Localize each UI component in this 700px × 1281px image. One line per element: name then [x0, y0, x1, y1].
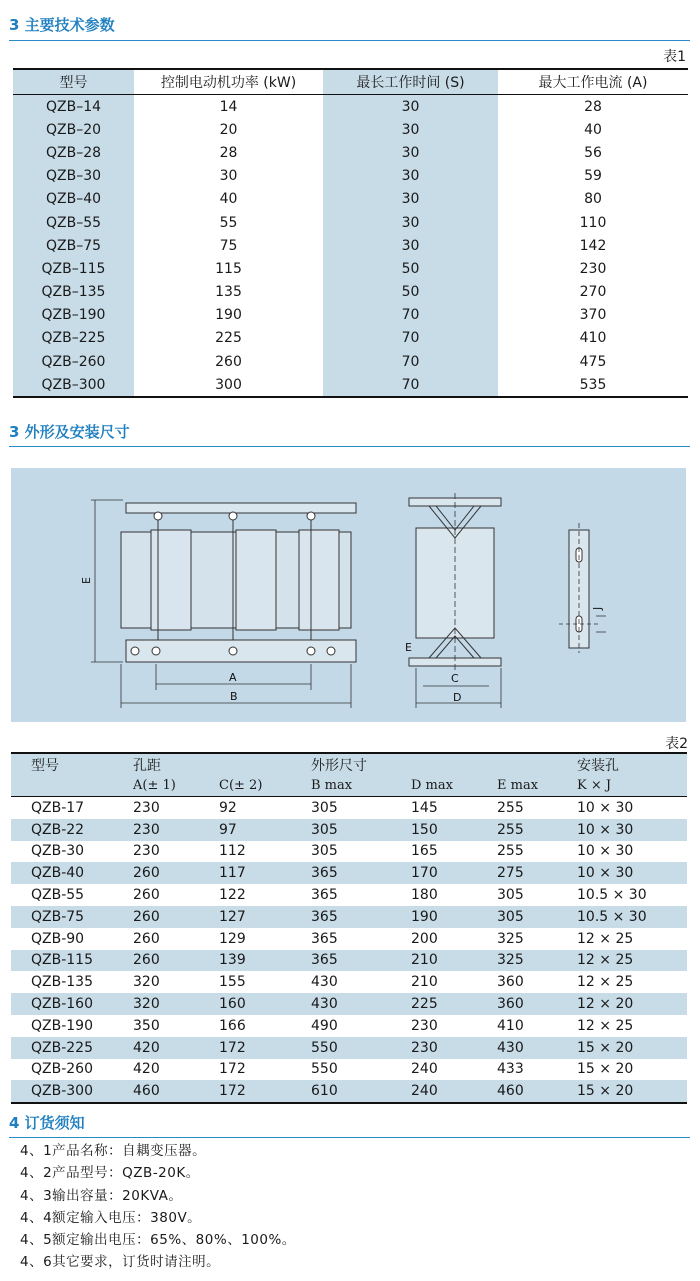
table-row: [13, 327, 688, 350]
table-cell: QZB–300: [13, 373, 134, 397]
table-cell: 430: [311, 974, 338, 991]
table-cell: 12 × 20: [575, 993, 687, 1015]
table-row: [13, 95, 688, 119]
table-cell: 210: [411, 974, 438, 991]
table-cell: 70: [323, 350, 498, 373]
table-cell: 155: [219, 974, 246, 991]
table-row: [13, 304, 688, 327]
section-divider: [9, 40, 690, 41]
table-cell: 225: [409, 993, 495, 1015]
table-cell: 180: [411, 887, 438, 904]
table-cell: 550: [311, 1061, 338, 1078]
column-header: [11, 775, 131, 797]
table-row: [13, 281, 688, 304]
table-cell: QZB–28: [13, 141, 134, 164]
table-cell: 15 × 20: [575, 1080, 687, 1103]
section-title-ordering: 4 订货须知: [9, 1114, 85, 1132]
table-cell: 139: [217, 950, 309, 972]
table-cell: 12 × 25: [577, 974, 634, 991]
table-row: [13, 373, 688, 397]
table-cell: QZB-90: [31, 930, 85, 947]
table-cell: 490: [311, 1017, 338, 1034]
table-cell: QZB-260: [31, 1061, 93, 1078]
table-cell: 50: [323, 257, 498, 280]
table-cell: QZB–225: [13, 327, 134, 350]
table-cell: 28: [584, 98, 602, 115]
table-cell: 365: [309, 862, 409, 884]
table-cell: 365: [311, 887, 338, 904]
table-row: [13, 350, 688, 373]
table-cell: 270: [579, 284, 607, 301]
table-row: [13, 141, 688, 164]
table-cell: 172: [217, 1080, 309, 1103]
table-row: [11, 1015, 687, 1037]
column-header: E max: [495, 775, 575, 797]
column-header: 最长工作时间 (S): [323, 69, 498, 95]
table-cell: 365: [309, 906, 409, 928]
table-cell: 160: [217, 993, 309, 1015]
table-cell: 115: [215, 260, 242, 277]
table-cell: 240: [409, 1080, 495, 1103]
column-header: D max: [409, 775, 495, 797]
section-divider: [9, 1137, 690, 1138]
table-cell: 40: [219, 191, 238, 208]
table-cell: 260: [131, 906, 217, 928]
table-cell: 142: [579, 237, 607, 254]
table-cell: 610: [309, 1080, 409, 1103]
table-cell: QZB–55: [13, 211, 134, 234]
table-cell: 30: [323, 118, 498, 141]
table-row: [11, 862, 687, 884]
table-cell: QZB-160: [11, 993, 131, 1015]
table-cell: QZB-75: [11, 906, 131, 928]
table-cell: 30: [323, 188, 498, 211]
table-cell: 365: [309, 950, 409, 972]
table-cell: 430: [309, 993, 409, 1015]
column-header: 控制电动机功率 (kW): [134, 69, 323, 95]
table-cell: 255: [497, 799, 524, 816]
table-cell: 230: [131, 819, 217, 841]
table-cell: 360: [497, 974, 524, 991]
table-cell: 260: [131, 862, 217, 884]
table-cell: QZB–30: [13, 165, 134, 188]
table-cell: QZB-17: [31, 799, 85, 816]
table-cell: QZB-135: [31, 974, 93, 991]
table-cell: 550: [309, 1037, 409, 1059]
dim-label-j: J: [591, 606, 604, 610]
table-cell: 12 × 25: [575, 950, 687, 972]
table-cell: QZB-30: [31, 843, 85, 860]
table-cell: 30: [323, 95, 498, 119]
table-cell: 320: [133, 974, 160, 991]
table-row: [11, 950, 687, 972]
table-cell: 172: [217, 1037, 309, 1059]
table-cell: 320: [131, 993, 217, 1015]
table-cell: 40: [584, 121, 602, 138]
table-cell: 200: [411, 930, 438, 947]
table-cell: 56: [584, 144, 602, 161]
column-group-header: [217, 753, 309, 775]
table-cell: QZB-55: [31, 887, 85, 904]
table-cell: 70: [323, 373, 498, 397]
table-cell: 70: [323, 327, 498, 350]
table-cell: 410: [497, 1017, 524, 1034]
table-cell: 112: [219, 843, 246, 860]
column-group-header: 外形尺寸: [309, 753, 409, 775]
table-cell: 260: [131, 950, 217, 972]
table-row: [11, 928, 687, 950]
table-cell: 117: [217, 862, 309, 884]
table-row: [11, 841, 687, 863]
table1-caption: 表1: [663, 49, 686, 65]
table-row: [11, 993, 687, 1015]
table-cell: QZB-40: [11, 862, 131, 884]
table-group-header-row: [11, 753, 687, 775]
table-cell: QZB–190: [13, 304, 134, 327]
table-row: [13, 165, 688, 188]
table-cell: 190: [409, 906, 495, 928]
table-cell: 75: [219, 237, 238, 254]
list-item: 4、6其它要求，订货时请注明。: [20, 1254, 221, 1271]
table-row: [11, 1059, 687, 1081]
table-row: [13, 257, 688, 280]
table-cell: 80: [584, 191, 602, 208]
table-cell: 535: [498, 373, 688, 397]
column-group-header: [409, 753, 495, 775]
table-row: [13, 188, 688, 211]
table-cell: QZB–40: [13, 188, 134, 211]
table-cell: QZB–75: [13, 234, 134, 257]
dim-label-e-front: E: [80, 577, 93, 584]
coil-left: [151, 530, 191, 630]
table-cell: 433: [497, 1061, 524, 1078]
table-row: [11, 1037, 687, 1059]
list-item: 4、3输出容量：20KVA。: [20, 1187, 183, 1204]
section-title-specs: 3 主要技术参数: [9, 16, 115, 34]
table-cell: 70: [323, 304, 498, 327]
table-cell: 14: [219, 98, 238, 115]
table-cell: 145: [411, 799, 438, 816]
column-header: 最大工作电流 (A): [498, 69, 688, 95]
dim-label-a: A: [229, 671, 237, 684]
table-cell: 240: [411, 1061, 438, 1078]
table-cell: 370: [579, 307, 607, 324]
table-cell: 170: [409, 862, 495, 884]
table-cell: 305: [311, 843, 338, 860]
table-cell: 305: [311, 799, 338, 816]
table-cell: QZB–135: [13, 281, 134, 304]
table-cell: 122: [219, 887, 246, 904]
table-cell: 230: [409, 1037, 495, 1059]
table-cell: 30: [323, 165, 498, 188]
coil-right: [299, 530, 339, 630]
dimension-drawing-svg: [11, 468, 686, 722]
table-row: [13, 118, 688, 141]
column-header: B max: [309, 775, 409, 797]
table-cell: 360: [495, 993, 575, 1015]
table-cell: 110: [579, 214, 607, 231]
table-row: [11, 1080, 687, 1103]
table-row: [11, 797, 687, 819]
table-cell: QZB-22: [11, 819, 131, 841]
table-cell: 28: [219, 144, 238, 161]
dimensions-table: [11, 752, 687, 1104]
table-cell: 30: [219, 168, 238, 185]
table-cell: 15 × 20: [575, 1037, 687, 1059]
table-cell: 15 × 20: [577, 1061, 634, 1078]
table-cell: 10 × 30: [575, 819, 687, 841]
table-cell: 12 × 25: [577, 930, 634, 947]
list-item: 4、4额定输入电压：380V。: [20, 1209, 202, 1226]
table-row: [13, 211, 688, 234]
list-item: 4、2产品型号：QZB-20K。: [20, 1165, 200, 1182]
table-cell: 10.5 × 30: [575, 906, 687, 928]
table-cell: 172: [219, 1061, 246, 1078]
table-header-row: [13, 69, 688, 95]
table-cell: 305: [497, 887, 524, 904]
dim-label-d: D: [453, 691, 462, 704]
installation-drawing: [11, 468, 686, 722]
dim-label-b: B: [230, 690, 238, 703]
table-cell: 230: [579, 260, 607, 277]
table-cell: 460: [131, 1080, 217, 1103]
column-group-header: 型号: [11, 753, 131, 775]
table-cell: 300: [134, 373, 323, 397]
table-cell: 365: [311, 930, 338, 947]
table-cell: 410: [579, 330, 607, 347]
section-title-dimensions: 3 外形及安装尺寸: [9, 423, 130, 441]
specs-table: [13, 68, 688, 398]
dim-label-c: C: [451, 672, 459, 685]
column-group-header: [495, 753, 575, 775]
table-cell: 10 × 30: [575, 862, 687, 884]
table-cell: QZB–14: [13, 95, 134, 119]
section-divider: [9, 446, 690, 447]
table-cell: 325: [495, 950, 575, 972]
table-cell: 475: [579, 353, 607, 370]
table-cell: 10 × 30: [577, 843, 634, 860]
table-cell: 255: [495, 819, 575, 841]
table-cell: 10 × 30: [577, 799, 634, 816]
table-cell: 166: [219, 1017, 246, 1034]
list-item: 4、1产品名称：自耦变压器。: [20, 1143, 207, 1159]
table-cell: QZB–20: [13, 118, 134, 141]
table-row: [11, 884, 687, 906]
table-cell: 210: [409, 950, 495, 972]
table-cell: 305: [309, 819, 409, 841]
table-cell: 430: [495, 1037, 575, 1059]
table-cell: 260: [215, 353, 242, 370]
table-cell: 275: [495, 862, 575, 884]
table-cell: 260: [133, 930, 160, 947]
table-cell: 12 × 25: [577, 1017, 634, 1034]
column-header: 型号: [13, 69, 134, 95]
table-sub-header-row: [11, 775, 687, 797]
column-group-header: 安装孔: [575, 753, 687, 775]
table-cell: 190: [215, 307, 242, 324]
table-cell: 97: [217, 819, 309, 841]
column-header: A(± 1): [131, 775, 217, 797]
table-cell: QZB-300: [11, 1080, 131, 1103]
table-cell: 55: [219, 214, 238, 231]
table-cell: 150: [409, 819, 495, 841]
table-cell: 127: [217, 906, 309, 928]
table-cell: 30: [323, 211, 498, 234]
table-cell: 129: [219, 930, 246, 947]
table-cell: QZB-190: [31, 1017, 93, 1034]
table-cell: QZB–260: [13, 350, 134, 373]
table-cell: QZB–115: [13, 257, 134, 280]
list-item: 4、5额定输出电压：65%、80%、100%。: [20, 1232, 296, 1249]
table-cell: 325: [497, 930, 524, 947]
table-cell: 420: [131, 1037, 217, 1059]
column-header: C(± 2): [217, 775, 309, 797]
table2-caption: 表2: [665, 736, 688, 752]
table-cell: 50: [323, 281, 498, 304]
table-cell: 230: [411, 1017, 438, 1034]
table-cell: QZB-115: [11, 950, 131, 972]
table-cell: 460: [495, 1080, 575, 1103]
column-group-header: 孔距: [131, 753, 217, 775]
table-cell: 255: [497, 843, 524, 860]
table-cell: 420: [133, 1061, 160, 1078]
column-header: K × J: [575, 775, 687, 797]
table-cell: 92: [219, 799, 237, 816]
table-cell: 20: [219, 121, 238, 138]
dim-label-e-side: E: [405, 641, 412, 654]
table-cell: 30: [323, 141, 498, 164]
table-cell: 230: [133, 799, 160, 816]
ordering-notes: [20, 1140, 296, 1274]
coil-center: [236, 530, 276, 630]
table-cell: QZB-225: [11, 1037, 131, 1059]
table-cell: 165: [411, 843, 438, 860]
table-row: [11, 971, 687, 993]
table-cell: 10.5 × 30: [577, 887, 647, 904]
table-cell: 135: [215, 284, 242, 301]
table-row: [11, 906, 687, 928]
table-cell: 30: [323, 234, 498, 257]
table-cell: 350: [133, 1017, 160, 1034]
table-cell: 260: [133, 887, 160, 904]
table-row: [11, 819, 687, 841]
top-mounting-bracket: [126, 503, 356, 513]
table-cell: 305: [495, 906, 575, 928]
table-cell: 59: [584, 168, 602, 185]
table-row: [13, 234, 688, 257]
table-cell: 225: [215, 330, 242, 347]
table-cell: 230: [133, 843, 160, 860]
